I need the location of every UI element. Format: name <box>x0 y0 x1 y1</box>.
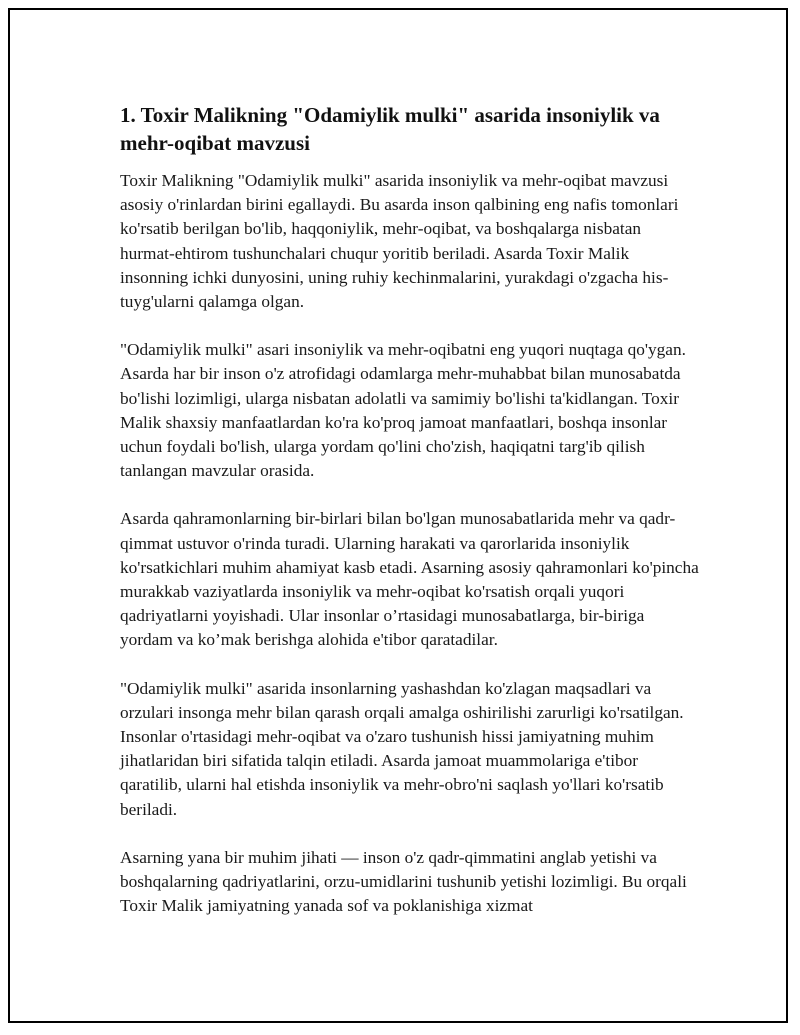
paragraph-1: Toxir Malikning "Odamiylik mulki" asarida insoniylik va mehr-oqibat mavzusi asosiy o'rinlardan birini egallaydi. Bu asarda inson qalbining eng nafis tomonlari ko'rsatib berilgan bo'lib, haqqoniylik, mehr-oqibat, va boshqalarga nisbatan hurmat-ehtirom tushunchalari chuqur yoritib beriladi. Asarda Toxir Malik insonning ichki dunyosini, uning ruhiy kechinmalarini, yurakdagi o'zgacha his-tuyg'ularni qalamga olgan. <box>120 171 679 312</box>
document-page <box>8 8 788 1023</box>
paragraph-3: Asarda qahramonlarning bir-birlari bilan bo'lgan munosabatlarida mehr va qadr-qimmat ustuvor o'rinda turadi. Ularning harakati va qarorlarida insoniylik ko'rsatkichlari muhim ahamiyat kasb etadi. Asarning asosiy qahramonlari ko'pincha murakkab vaziyatlarda insoniylik va mehr-oqibat ko'rsatish orqali yuqori qadriyatlarni yoyishadi. Ular insonlar o’rtasidagi munosabatlarga, bir-biriga yordam va ko’mak berishga alohida e'tibor qaratadilar. <box>120 509 699 650</box>
paragraph-2: "Odamiylik mulki" asari insoniylik va mehr-oqibatni eng yuqori nuqtaga qo'ygan. Asarda har bir inson o'z atrofidagi odamlarga mehr-muhabbat bilan munosabatda bo'lishi lozimligi, ularga nisbatan adolatli va samimiy bo'lishi ta'kidlangan. Toxir Malik shaxsiy manfaatlardan ko'ra ko'proq jamoat manfaatlari, boshqa insonlar uchun foydali bo'lish, ularga yordam qo'lini cho'zish, haqiqatni targ'ib qilish tanlangan mavzular orasida. <box>120 340 686 481</box>
section-heading: 1. Toxir Malikning "Odamiylik mulki" asarida insoniylik va mehr-oqibat mavzusi <box>120 103 660 155</box>
document-content <box>120 101 700 942</box>
paragraph-5: Asarning yana bir muhim jihati — inson o'z qadr-qimmatini anglab yetishi va boshqalarning qadriyatlarini, orzu-umidlarini tushunib yetishi lozimligi. Bu orqali Toxir Malik jamiyatning yanada sof va poklanishiga xizmat <box>120 847 687 916</box>
paragraph-4: "Odamiylik mulki" asarida insonlarning yashashdan ko'zlagan maqsadlari va orzulari insonga mehr bilan qarash orqali amalga oshirilishi zarurligi ko'rsatilgan. Insonlar o'rtasidagi mehr-oqibat va o'zaro tushunish hissi jamiyatning muhim jihatlaridan biri sifatida talqin etiladi. Asarda jamoat muammolariga e'tibor qaratilib, ularni hal etishda insoniylik va mehr-obro'ni saqlash yo'llari ko'rsatib beriladi. <box>120 678 684 819</box>
